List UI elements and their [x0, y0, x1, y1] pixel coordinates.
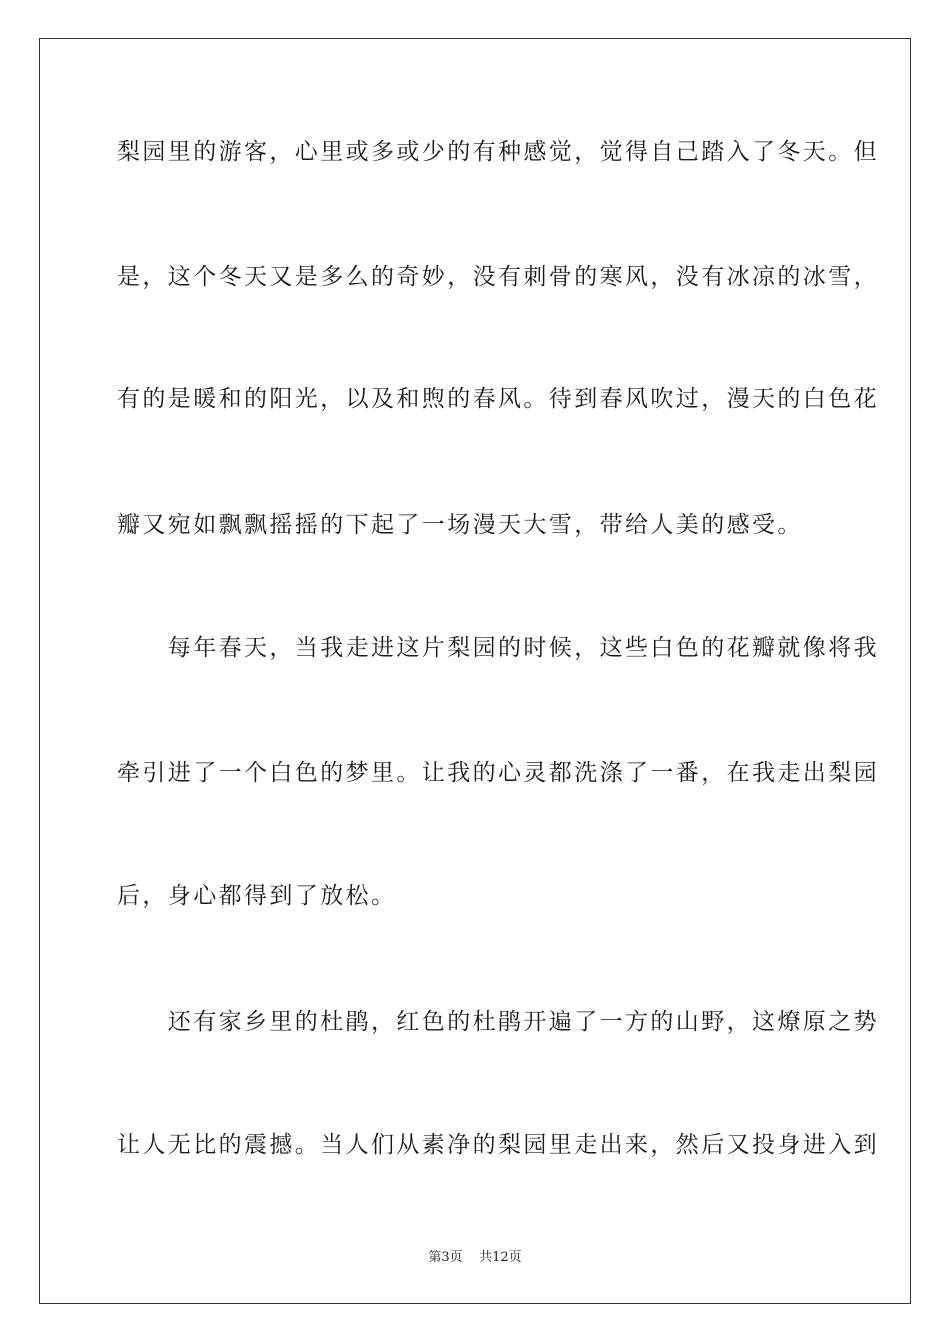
body-text-line-7: 后，身心都得到了放松。: [117, 883, 397, 909]
body-text-line-8: 还有家乡里的杜鹃，红色的杜鹃开遍了一方的山野，这燎原之势: [117, 1009, 879, 1035]
body-text-line-5: 每年春天，当我走进这片梨园的时候，这些白色的花瓣就像将我: [117, 635, 879, 661]
body-text-line-3: 有的是暖和的阳光，以及和煦的春风。待到春风吹过，漫天的白色花: [117, 386, 879, 412]
body-text-line-6: 牵引进了一个白色的梦里。让我的心灵都洗涤了一番，在我走出梨园: [117, 760, 879, 786]
page-border: [39, 38, 911, 1304]
body-text-line-2: 是，这个冬天又是多么的奇妙，没有刺骨的寒风，没有冰凉的冰雪，: [117, 264, 879, 290]
body-text-line-9: 让人无比的震撼。当人们从素净的梨园里走出来，然后又投身进入到: [117, 1132, 879, 1158]
page-number-footer: 第3页 共12页: [428, 1250, 522, 1265]
body-text-line-4: 瓣又宛如飘飘摇摇的下起了一场漫天大雪，带给人美的感受。: [117, 512, 803, 538]
body-text-line-1: 梨园里的游客，心里或多或少的有种感觉，觉得自己踏入了冬天。但: [117, 139, 879, 165]
